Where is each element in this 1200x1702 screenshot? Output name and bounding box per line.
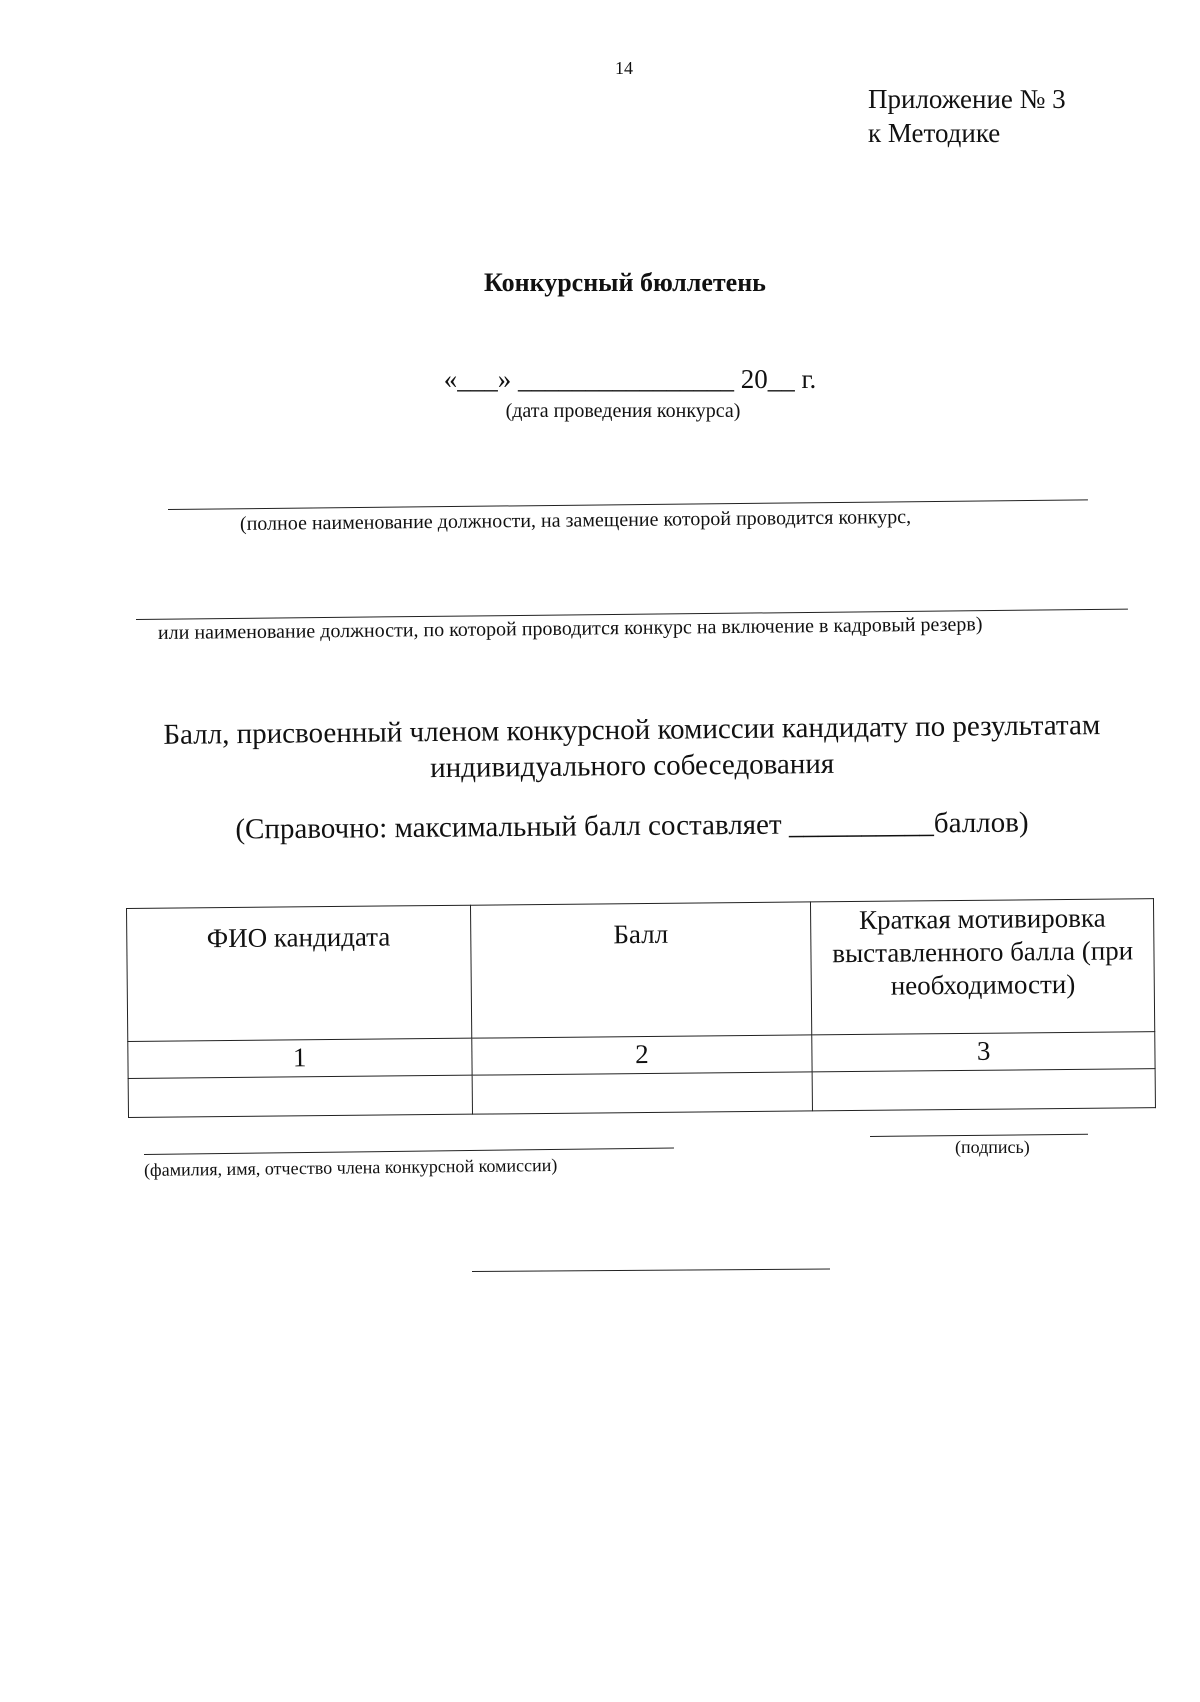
bottom-line <box>472 1269 830 1272</box>
signature-caption: (подпись) <box>955 1137 1030 1157</box>
motivation-cell[interactable] <box>813 1069 1156 1111</box>
appendix-note <box>868 82 1066 150</box>
header-candidate: ФИО кандидата <box>127 905 472 1041</box>
score-heading <box>32 706 1200 791</box>
date-caption: (дата проведения конкурса) <box>505 400 741 422</box>
score-heading-line-2: индивидуального собеседования <box>430 747 835 785</box>
column-number-3: 3 <box>812 1032 1155 1072</box>
column-number-2: 2 <box>471 1035 812 1075</box>
score-cell[interactable] <box>472 1072 813 1114</box>
table-header-row <box>127 899 1155 1042</box>
score-heading-line-1: Балл, присвоенный членом конкурсной комиссии кандидату по результатам <box>163 709 1101 751</box>
position-caption-2: или наименование должности, по которой проводится конкурс на включение в кадровый резерв) <box>157 613 983 644</box>
reference-text: (Справочно: максимальный балл составляет __________баллов) <box>235 806 1029 846</box>
candidate-cell[interactable] <box>128 1075 472 1117</box>
appendix-line-1: Приложение № 3 <box>868 84 1066 114</box>
date-line: «___» ________________ 20__ г. <box>443 364 817 394</box>
document-title: Конкурсный бюллетень <box>484 268 766 297</box>
position-caption-1: (полное наименование должности, на замещение которой проводится конкурс, <box>239 505 912 535</box>
page-number: 14 <box>615 58 633 78</box>
appendix-line-2: к Методике <box>868 118 1001 148</box>
header-motivation: Краткая мотивировка выставленного балла (при необходимости) <box>811 899 1155 1035</box>
column-number-1: 1 <box>128 1038 472 1078</box>
score-table <box>126 898 1156 1118</box>
fio-signature-line <box>144 1148 674 1155</box>
fio-caption: (фамилия, имя, отчество члена конкурсной комиссии) <box>143 1154 558 1180</box>
header-score: Балл <box>470 902 812 1038</box>
